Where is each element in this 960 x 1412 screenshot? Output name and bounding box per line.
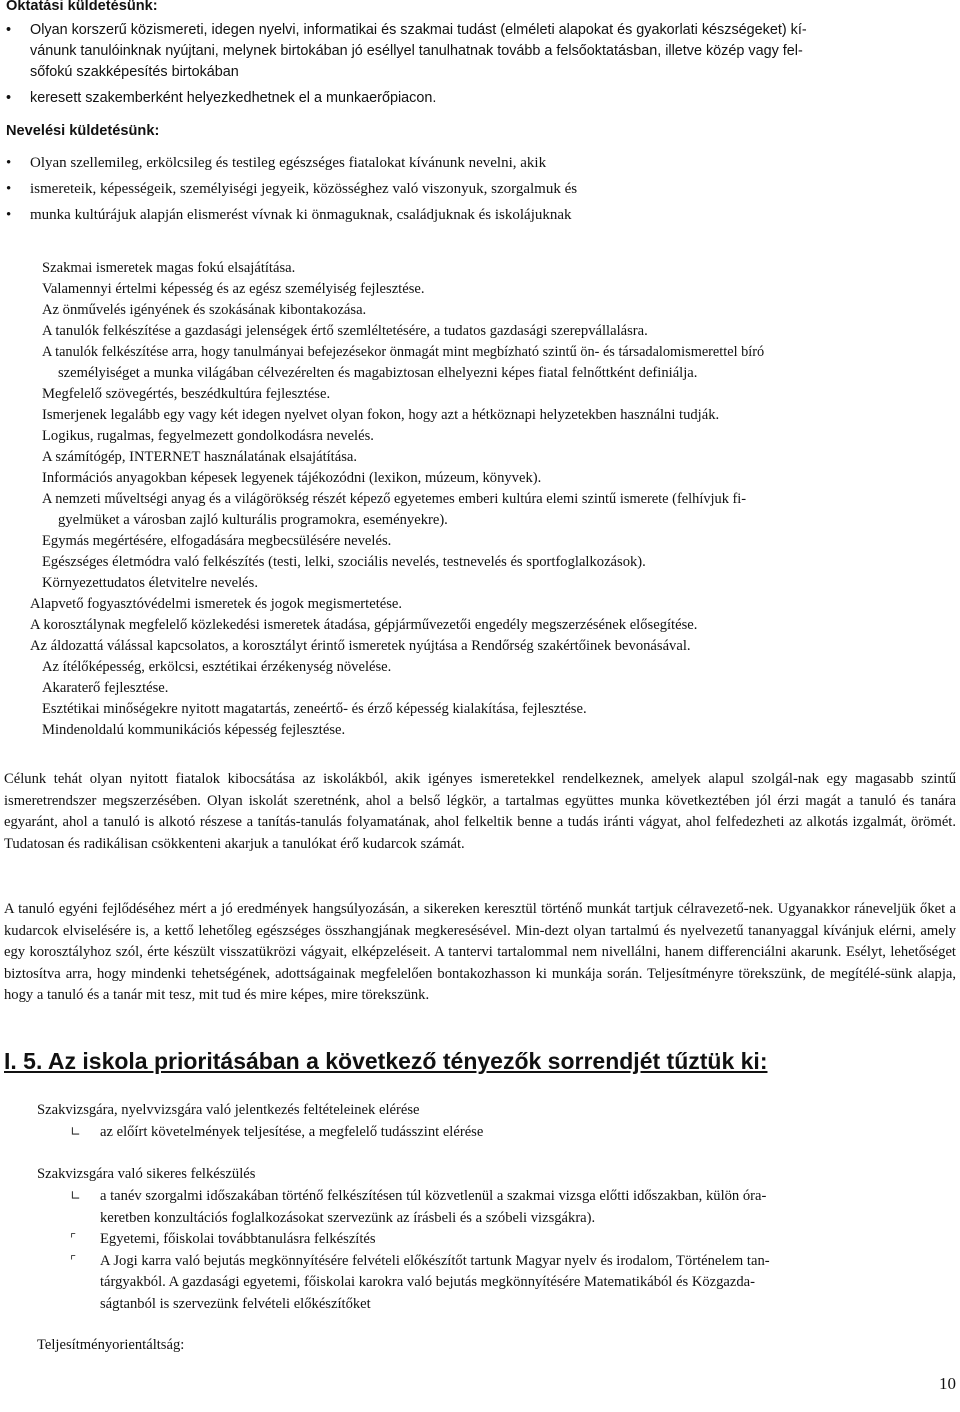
oktatasi-heading: Oktatási küldetésünk:: [6, 0, 158, 14]
list-item: Egészséges életmódra való felkészítés (testi, lelki, szociális nevelés, testnevelés és sportfoglalkozások).: [42, 554, 646, 570]
list-item: A korosztálynak megfelelő közlekedési ismeretek átadása, gépjárművezetői engedély megszerzésének elősegítése.: [30, 617, 698, 633]
list-item: Alapvető fogyasztóvédelmi ismeretek és jogok megismertetése.: [30, 596, 403, 612]
bullet-icon: •: [6, 181, 12, 197]
list-item: • Olyan szellemileg, erkölcsileg és testileg egészséges fiatalokat kívánunk nevelni, akik: [0, 150, 956, 176]
page-number: 10: [939, 1374, 956, 1393]
goals-list: [0, 258, 958, 741]
paragraph-celunk: Célunk tehát olyan nyitott fiatalok kibocsátása az iskolákból, akik igényes ismeretekkel rendelkeznek, amelyek alapul szolgál-nak egy magasabb szintű ismeretrendszer megszerzésében. Olyan iskolát szeretnénk, ahol a belső légkör, a tartalmas együttes munka következtében jól érzi magát a tanuló és tanára egyaránt, ahol a tanuló is alkotó részese a tanítás-tanulás folyamatának, ahol felkeltik benne a tudás iránti vágyat, ahol felfedezheti az alkotás izgalmát, örömét. Tudatosan és radikálisan csökkenteni akarjuk a tanulókat érő kudarcok számát.: [4, 771, 956, 852]
list-item: Megfelelő szövegértés, beszédkultúra fejlesztése.: [42, 386, 331, 402]
corner-bullet-icon: ∟: [70, 1189, 81, 1204]
list-item: Logikus, rugalmas, fegyelmezett gondolkodásra nevelés.: [42, 428, 374, 444]
oktatasi-list: [0, 20, 956, 109]
list-item: Ismerjenek legalább egy vagy két idegen nyelvet olyan fokon, hogy azt a hétköznapi helyzetekben használni tudják.: [42, 407, 720, 423]
list-item: Valamennyi értelmi képesség és az egész személyiség fejlesztése.: [42, 281, 425, 297]
flag-bullet-icon: ⌜: [70, 1253, 77, 1269]
list-item: A számítógép, INTERNET használatának elsajátítása.: [42, 449, 358, 465]
list-item: Környezettudatos életvitelre nevelés.: [42, 575, 258, 591]
list-item: ⌜ Egyetemi, főiskolai továbbtanulásra felkészítés: [70, 1229, 956, 1251]
list-item: • Olyan korszerű közismereti, idegen nyelvi, informatikai és szakmai tudást (elméleti alapokat és gyakorlati készségeket) kí- vánunk tanulóinknak nyújtani, melynek birtokában jó eséllyel tanulhatnak tovább a felsőoktatásban, illetve közép vagy fel- sőfokú szakképesítés birtokában: [6, 22, 807, 80]
priority-heading: Szakvizsgára való sikeres felkészülés: [37, 1166, 256, 1182]
list-item: Az áldozattá válással kapcsolatos, a korosztályt érintő ismeretek nyújtása a Rendőrség szakértőinek bevonásával.: [30, 638, 691, 654]
list-item: • keresett szakemberként helyezkedhetnek el a munkaerőpiacon.: [0, 88, 956, 109]
list-item: A tanulók felkészítése arra, hogy tanulmányai befejezésekor önmagát mint megbízható szintű ön- és társadalomismerettel bíró: [42, 344, 765, 360]
list-item: Szakmai ismeretek magas fokú elsajátítása.: [42, 260, 296, 276]
list-item: • ismereteik, képességeik, személyiségi jegyeik, közösséghez való viszonyuk, szorgalmuk és: [0, 176, 956, 202]
list-item: Az ítélőképesség, erkölcsi, esztétikai érzékenység növelése.: [42, 659, 392, 675]
list-item: • munka kultúrájuk alapján elismerést vívnak ki önmaguknak, családjuknak és iskolájuknak: [0, 202, 956, 228]
bullet-icon: •: [6, 90, 12, 106]
list-item: A nemzeti műveltségi anyag és a világörökség részét képező egyetemes emberi kultúra elemi szintű ismerete (felhívjuk fi-: [42, 491, 747, 507]
list-item: Akaraterő fejlesztése.: [42, 680, 169, 696]
priority-list: [70, 1122, 956, 1144]
priority-list: [70, 1186, 956, 1315]
list-item: gyelmüket a városban zajló kulturális programokra, eseményekre).: [58, 512, 448, 528]
bullet-icon: •: [6, 22, 12, 38]
nevelesi-heading: Nevelési küldetésünk:: [6, 123, 160, 139]
list-item: személyiséget a munka világában célvezérelten és magabiztosan elhelyezni képes fiatal felnőttként definiálja.: [58, 365, 698, 381]
list-item: Esztétikai minőségekre nyitott magatartás, zeneértő- és érző képesség kialakítása, fejlesztése.: [42, 701, 587, 717]
list-item: ⌜ A Jogi karra való bejutás megkönnyítésére felvételi előkészítőt tartunk Magyar nyelv és irodalom, Történelem tan- tárgyakból. A gazdasági egyetemi, főiskolai karokra való bejutás megkönnyítésére Matematikából és Közgazda- ságtanból is szervezünk felvételi előkészítőket: [70, 1252, 770, 1312]
list-item: ∟ az előírt követelmények teljesítése, a megfelelő tudásszint elérése: [70, 1122, 956, 1144]
paragraph-egyeni-fejlodes: A tanuló egyéni fejlődéséhez mért a jó eredmények hangsúlyozásán, a sikereken keresztül történő munkát tartjuk célravezető-nek. Ugyanakkor ráneveljük őket a kudarcok elviselésére is, a kettő lehetőleg egészséges összhangjának megkeresésével. Min-dezt olyan tartalmú és nyelvezetű tananyaggal kívánjuk elérni, amely egy korosztályhoz szól, érte készült visszatükrözi vágyait, elképzeléseit. A tantervi tartalommal nem nivellálni, hanem differenciálni akarunk. Esélyt, lehetőséget biztosítva arra, hogy mindenki tehetségének, adottságainak megfelelően bontakozhasson ki munkája során. Teljesítményre törekszünk, de megítélé-sünk alapja, hogy a tanuló és a tanár mit tesz, mit tud és mire képes, mire törekszünk.: [4, 901, 956, 1003]
list-item: A tanulók felkészítése a gazdasági jelenségek értő szemléltetésére, a tudatos gazdasági szerepvállalásra.: [42, 323, 648, 339]
list-item: ∟ a tanév szorgalmi időszakában történő felkészítésen túl közvetlenül a szakmai vizsga előtti időszakban, külön óra- keretben konzultációs foglalkozásokat szervezünk az írásbeli és a szóbeli vizsgákra).: [70, 1188, 767, 1226]
nevelesi-list: [0, 150, 956, 228]
list-item: Mindenoldalú kommunikációs képesség fejlesztése.: [42, 722, 346, 738]
flag-bullet-icon: ⌜: [70, 1232, 77, 1247]
list-item: Egymás megértésére, elfogadására megbecsülésére nevelés.: [42, 533, 392, 549]
bullet-icon: •: [6, 207, 12, 223]
bullet-icon: •: [6, 155, 12, 171]
list-item: Információs anyagokban képesek legyenek tájékozódni (lexikon, múzeum, könyvek).: [42, 470, 542, 486]
priority-heading: Teljesítményorientáltság:: [37, 1337, 185, 1353]
priority-heading: Szakvizsgára, nyelvvizsgára való jelentkezés feltételeinek elérése: [37, 1102, 420, 1118]
section-title: I. 5. Az iskola prioritásában a következő tényezők sorrendjét tűztük ki:: [4, 1048, 768, 1074]
corner-bullet-icon: ∟: [70, 1125, 81, 1140]
list-item: Az önművelés igényének és szokásának kibontakozása.: [42, 302, 367, 318]
